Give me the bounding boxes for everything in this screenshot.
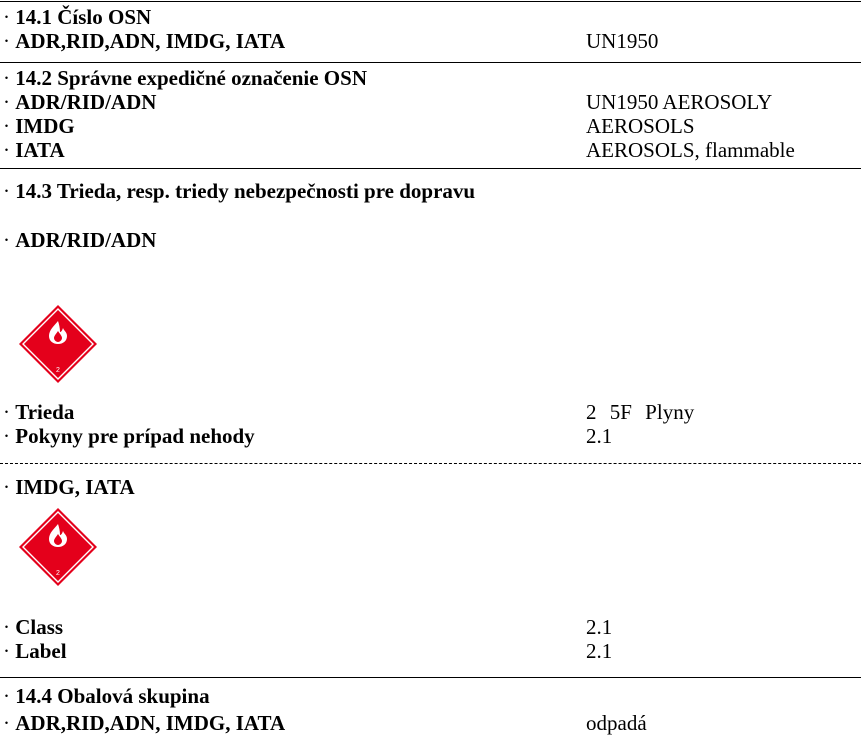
un-number-value: UN1950	[586, 29, 659, 53]
shipping-name-value-imdg: AEROSOLS	[586, 114, 695, 138]
shipping-name-row-adr	[3, 90, 156, 114]
row-label: Trieda	[15, 400, 75, 424]
section-rule	[0, 62, 861, 63]
bullet: ·	[3, 29, 10, 53]
shipping-name-row-imdg	[3, 114, 75, 138]
un-number-row	[3, 29, 285, 53]
bullet: ·	[3, 138, 10, 162]
bullet: ·	[3, 400, 10, 424]
label-row-imdg	[3, 639, 67, 663]
shipping-name-row-iata	[3, 138, 65, 162]
row-label: IMDG	[15, 114, 75, 138]
label-value-imdg: 2.1	[586, 639, 613, 663]
flammable-gas-placard-imdg	[18, 507, 98, 587]
bullet: ·	[3, 475, 10, 499]
section-rule	[0, 677, 861, 678]
bullet: ·	[3, 66, 10, 90]
imdg-subheading	[3, 475, 135, 499]
section-rule-top	[0, 1, 861, 2]
section-rule	[0, 168, 861, 169]
class-row-adr	[3, 400, 74, 424]
flammable-gas-diamond-icon	[18, 304, 98, 384]
row-label: ADR,RID,ADN, IMDG, IATA	[15, 711, 286, 735]
bullet: ·	[3, 424, 10, 448]
subheading-text: IMDG, IATA	[15, 475, 135, 499]
section-14-2-heading	[3, 66, 367, 90]
emergency-value-adr: 2.1	[586, 424, 613, 448]
bullet: ·	[3, 711, 10, 735]
row-label: ADR,RID,ADN, IMDG, IATA	[15, 29, 286, 53]
class-value-imdg: 2.1	[586, 615, 613, 639]
row-label: Label	[15, 639, 67, 663]
heading-text: 14.1 Číslo OSN	[15, 5, 152, 29]
placard-class-number: 2	[56, 367, 60, 374]
row-label: Class	[15, 615, 64, 639]
section-14-4-heading	[3, 684, 210, 708]
heading-text: 14.4 Obalová skupina	[15, 684, 210, 708]
adr-subheading	[3, 228, 156, 252]
bullet: ·	[3, 228, 10, 252]
shipping-name-value-adr: UN1950 AEROSOLY	[586, 90, 773, 114]
bullet: ·	[3, 179, 10, 203]
row-label: Pokyny pre prípad nehody	[15, 424, 255, 448]
subheading-text: ADR/RID/ADN	[15, 228, 157, 252]
subsection-divider	[0, 463, 861, 464]
bullet: ·	[3, 5, 10, 29]
heading-text: 14.2 Správne expedičné označenie OSN	[15, 66, 367, 90]
class-value-adr: 2 5F Plyny	[586, 400, 695, 424]
bullet: ·	[3, 639, 10, 663]
flammable-gas-placard-adr	[18, 304, 98, 384]
packing-group-row	[3, 711, 285, 735]
placard-class-number: 2	[56, 570, 60, 577]
bullet: ·	[3, 90, 10, 114]
flammable-gas-diamond-icon	[18, 507, 98, 587]
row-label: ADR/RID/ADN	[15, 90, 157, 114]
bullet: ·	[3, 114, 10, 138]
packing-group-value: odpadá	[586, 711, 647, 735]
bullet: ·	[3, 684, 10, 708]
row-label: IATA	[15, 138, 65, 162]
heading-text: 14.3 Trieda, resp. triedy nebezpečnosti pre dopravu	[15, 179, 476, 203]
section-14-1-heading	[3, 5, 151, 29]
bullet: ·	[3, 615, 10, 639]
section-14-3-heading	[3, 179, 475, 203]
emergency-row-adr	[3, 424, 255, 448]
class-row-imdg	[3, 615, 63, 639]
shipping-name-value-iata: AEROSOLS, flammable	[586, 138, 795, 162]
